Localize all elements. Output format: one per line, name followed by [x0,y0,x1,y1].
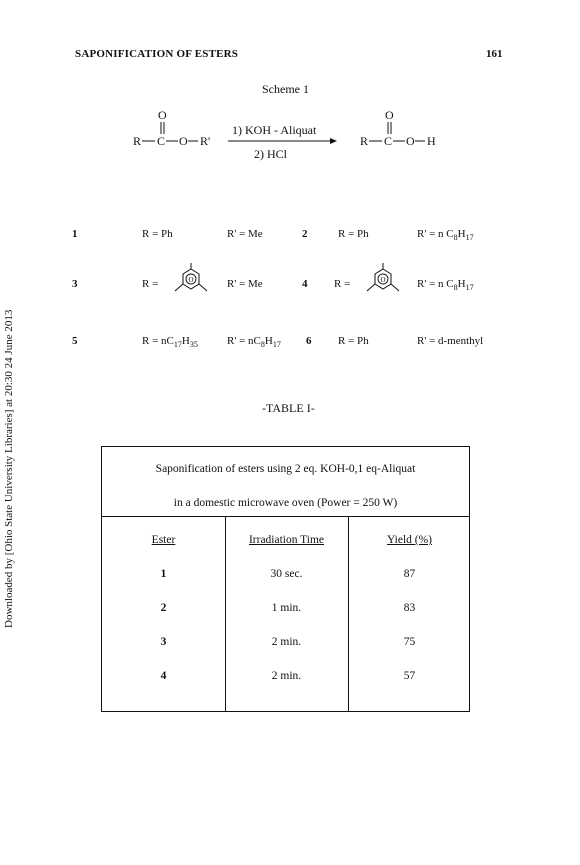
compound-number: 5 [72,335,78,347]
table-cell-ester: 3 [160,636,167,648]
compound-rprime: R' = Me [227,228,263,240]
mesityl-ring-drawing [172,262,210,294]
mesityl-ring-icon [172,262,210,299]
download-note: Downloaded by [Ohio State University Libraries] at 20:30 24 June 2013 [3,309,15,628]
compound-number: 6 [306,335,312,347]
table-cell-yield: 57 [403,670,416,682]
page-number: 161 [486,48,503,60]
table-cell-ester: 4 [160,670,167,682]
table-cell-yield: 87 [403,568,416,580]
compound-number: 1 [72,228,78,240]
product-h: H [427,134,436,148]
compound-number: 2 [302,228,308,240]
table-cell-yield: 75 [403,636,416,648]
reactant-rp: R' [200,134,211,148]
table-title-block [102,447,469,517]
scheme-title: Scheme 1 [262,82,309,96]
mesityl-ring-drawing [364,262,402,294]
table-title-line2: in a domestic microwave oven (Power = 250 W) [173,497,398,509]
table-cell-time: 1 min. [271,602,302,614]
header-ester: Ester [151,534,176,546]
condition-step1: 1) KOH - Aliquat [232,123,317,137]
reactant-c: C [157,134,166,148]
table-cell-yield: 83 [403,602,416,614]
condition-step2: 2) HCl [254,147,287,161]
compound-r: $R = nC_{17}H_{35}$ [142,335,198,350]
compound-r: R = Ph [142,228,173,240]
results-table [101,446,470,712]
compound-r: R = [334,278,351,290]
running-head: SAPONIFICATION OF ESTERS [75,48,239,60]
header-irradiation-time: Irradiation Time [248,534,325,546]
compound-r: R = Ph [338,228,369,240]
table-cell-ester: 1 [160,568,167,580]
table-cell-time: 2 min. [271,636,302,648]
compound-rprime: R' = d-menthyl [417,335,484,347]
compound-rprime: R' = n $C_8H_{17}$ [417,278,474,293]
product-carbonyl-o: O [385,108,394,122]
product-r: R [360,134,369,148]
product-o: O [406,134,415,148]
table-title-line1: Saponification of esters using 2 eq. KOH-0,1 eq-Aliquat [155,463,416,475]
reaction-scheme-drawing [130,100,450,180]
compound-rprime: R' = n $C_8H_{17}$ [417,228,474,243]
reaction-scheme [130,100,450,185]
reactant-carbonyl-o: O [158,108,167,122]
mesityl-ring-icon [364,262,402,299]
table-caption: -TABLE I- [262,401,315,415]
compound-r: R = [142,278,159,290]
reaction-arrowhead [330,138,337,144]
product-c: C [384,134,393,148]
compound-number: 4 [302,278,308,290]
header-yield: Yield (%) [386,534,433,546]
table-cell-ester: 2 [160,602,167,614]
reactant-o: O [179,134,188,148]
compound-number: 3 [72,278,78,290]
table-cell-time: 2 min. [271,670,302,682]
ring-label: O [380,276,386,284]
table-cell-time: 30 sec. [270,568,303,580]
compound-r: R = Ph [338,335,369,347]
ring-label: O [188,276,194,284]
reactant-r: R [133,134,142,148]
compound-rprime: $R' = nC_8H_{17}$ [227,335,281,350]
compound-rprime: R' = Me [227,278,263,290]
